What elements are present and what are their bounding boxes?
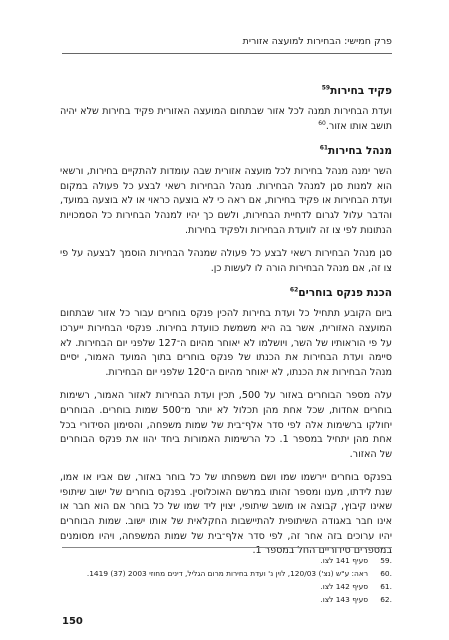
footnote-ref: 62	[289, 286, 299, 294]
section-voter-register	[60, 286, 392, 559]
footnote-number: .59	[380, 556, 392, 565]
footnote-number: .61	[380, 582, 392, 591]
running-head: פרק חמישי: הבחירות למועצה אזורית	[242, 36, 392, 47]
footnote-ref: 59	[321, 84, 331, 92]
section-heading: הכנת פנקס בוחרים$^{62}$	[289, 286, 392, 300]
paragraph: ביום הקובע תתחיל כל ועדת בחירות להכין פנקס בוחרים עבור כל אזור שבתחום המועצה האזורית, אשר בה היא משמשת כוועדת בחירות. פנקסי הבחירות ייערכו על פי הוראותיו של השר, ויושלמו לא יאוחר מהיום ה־127 שלפני יום הבחירות. לא סיימה ועדת הבחירות את הכנתו של פנקס בוחרים בתוך המועד האמור, יסיים מנהל הבחירות את הכנתו, לא יאוחר מהיום ה־120 שלפני יום הבחירות.	[60, 308, 393, 378]
footnote-number: .60	[380, 569, 392, 578]
footnote	[60, 593, 392, 606]
footnote-text: סעיף 143 לצו.	[320, 595, 368, 604]
paragraph: סגן מנהל הבחירות רשאי לבצע כל פעולה שמנהל הבחירות הוסמך לבצעה על פי צו זה, אם מנהל הבחירות הורה לו לעשות כן.	[60, 248, 392, 274]
body-text	[60, 84, 392, 569]
footnote	[60, 567, 392, 580]
footnote-ref: 61	[319, 144, 329, 152]
section-heading: פקיד בחירות$^{59}$	[321, 84, 392, 97]
paragraph: השר ימנה מנהל בחירות לכל מועצה אזורית שבה עומדות להתקיים בחירות, ורשאי הוא למנות סגן למנהל הבחירות. מנהל הבחירות רשאי לבצע כל פעולה במקום ועדת הבחירות או פקיד בחירות, אם ראה כי לא בוצעה כראוי או לא בוצעה במועד, והדבר עלול לגרום לדחיית הבחירות, ולשם כך יהיו למנהל הבחירות כל הסמכויות הנתונות לפי צו זה לוועדת הבחירות ולפקיד בחירות.	[60, 166, 392, 236]
header-rule	[62, 53, 392, 54]
footnote	[60, 580, 392, 593]
paragraph: עלה מספר הבוחרים באזור על 500, תכין ועדת הבחירות לאזור האמור, רשימות בוחרים אחדות, שכל אחת מהן תכלול לא יותר מ־500 שמות בוחרים. הבוחרים יחולקו ברשימות אלה לפי סדר אלף־בית של שמות משפחה, והסימון הסידורי בכל אחת מהן יתחיל במספר 1. כל הרשימות האמורות ביחד יהוו את פנקס הבוחרים של האזור.	[60, 390, 393, 460]
section-heading: מנהל בחירות$^{61}$	[319, 144, 392, 158]
footnote-text: סעיף 141 לצו.	[320, 556, 368, 565]
footnote-rule	[62, 547, 392, 548]
footnote-text: סעיף 142 לצו.	[320, 582, 368, 591]
section-election-manager	[60, 144, 392, 276]
paragraph: בפנקס בוחרים יירשמו שמו ושם משפחתו של כל בוחר באזור, שם אביו או אמו, שנת לידתו, מענו ומספר זהותו במרשם האוכלוסין. בפנקס בוחרים של ישוב שיתופי שאינו קיבוץ, קבוצה או מושב שיתופי, יצוין ליד שמו של כל בוחר אם הוא חבר או אינו חבר באגודה השיתופית להתיישבות החקלאית של אותו ישוב. שמות הבוחרים יהיו ערוכים בזה אחר זה, לפי סדר אלף־בית של שמות המשפחה, ויהיו מסומנים במספרים סידוריים החל במספר 1.	[60, 472, 392, 557]
footnote-text: ראה: ע"ש (נצ') 120/03, לוין נ' ועדת בחירות מרום הגליל, דינים מחוזי 2003 (37) 1419.	[86, 569, 368, 578]
section-election-officer	[60, 84, 392, 134]
footnote-number: .62	[380, 595, 392, 604]
page-number: 150	[62, 616, 83, 627]
paragraph: ועדת הבחירות תמנה לכל אזור שבתחום המועצה האזורית פקיד בחירות שלא יהיה תושב אותו אזור.$^{60}$	[60, 106, 392, 132]
footnote	[60, 554, 392, 567]
footnote-ref: 60	[318, 119, 326, 127]
footnotes	[60, 554, 392, 606]
